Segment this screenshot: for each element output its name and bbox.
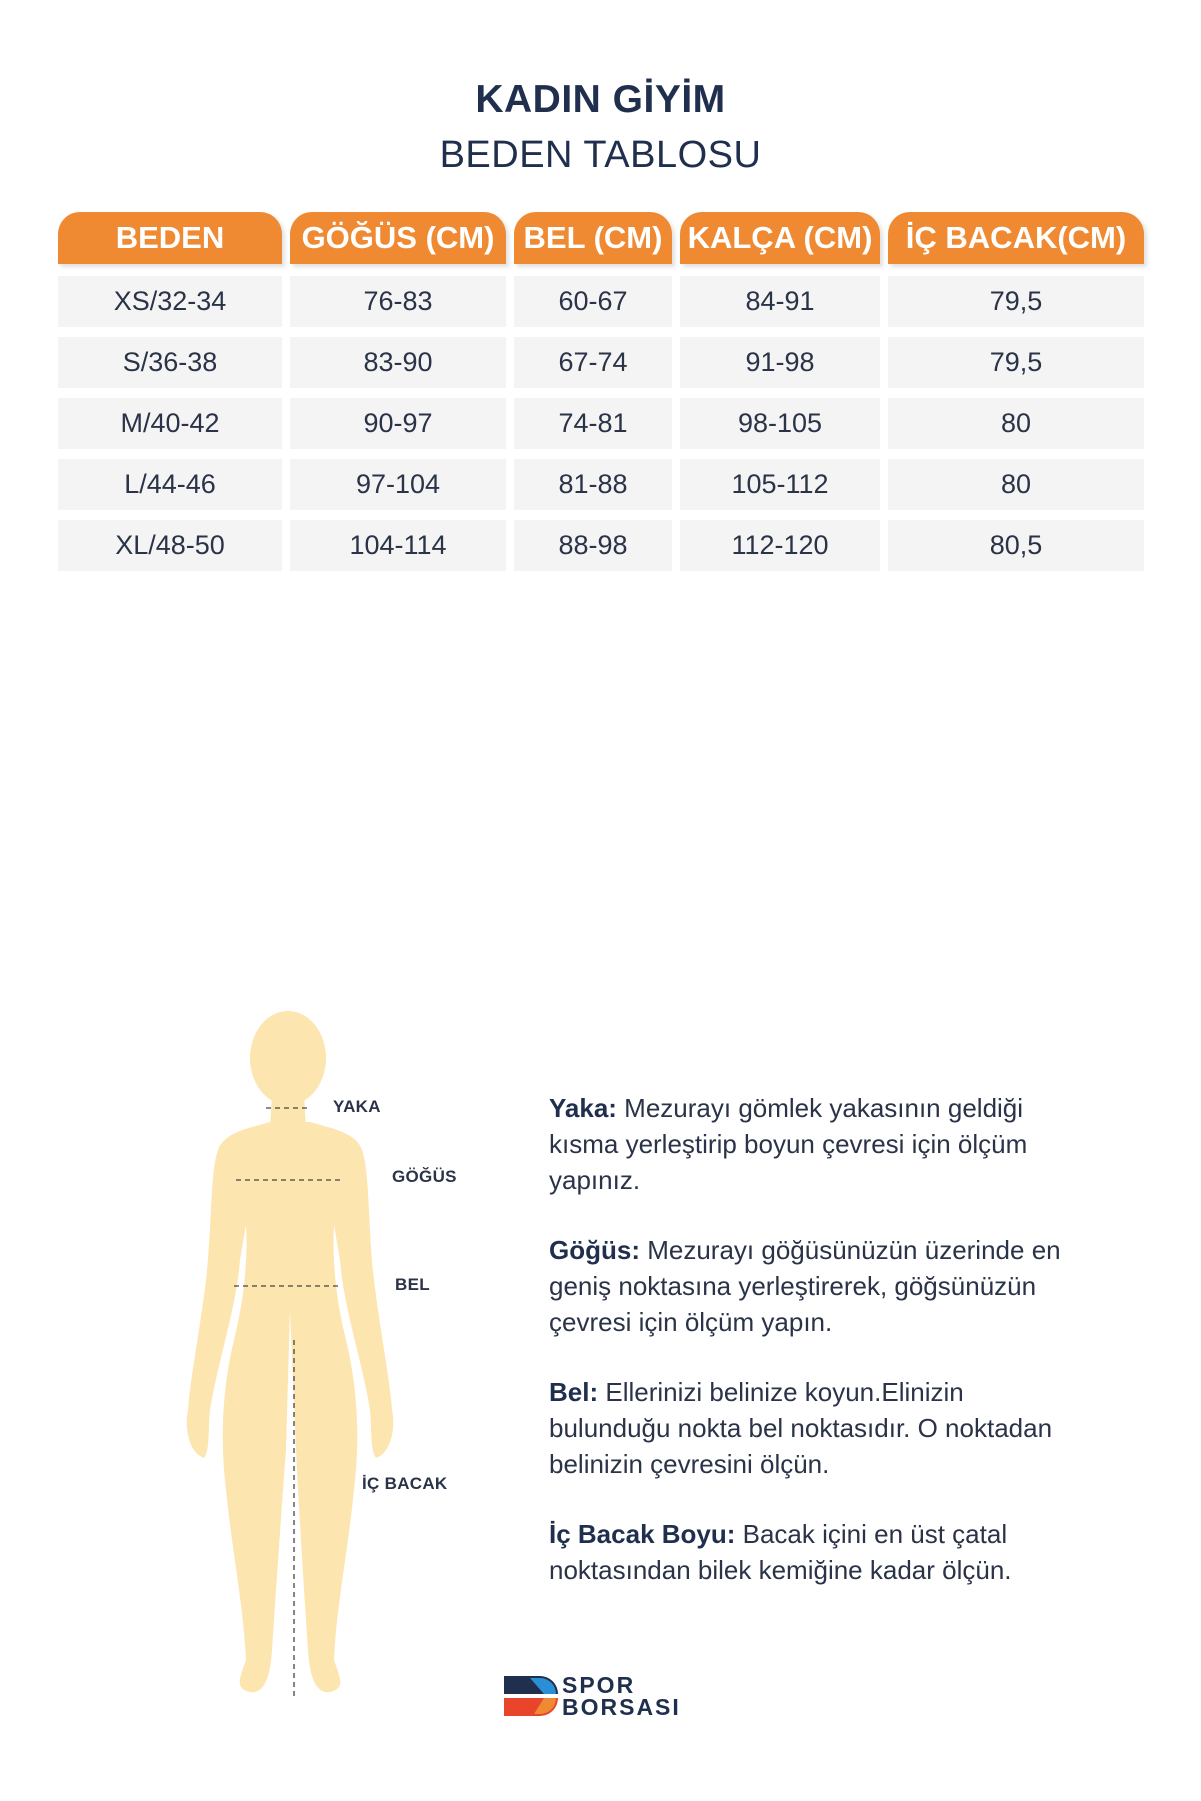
table-cell: 97-104 [290,459,506,510]
table-row [58,337,1144,388]
table-cell: 80 [888,459,1144,510]
logo-text-spor: SPOR [562,1672,636,1698]
column-header-gogus: GÖĞÜS (CM) [290,212,506,264]
logo-mark-icon [500,1676,558,1716]
column-header-ic-bacak: İÇ BACAK(CM) [888,212,1144,264]
column-header-kalca: KALÇA (CM) [680,212,880,264]
table-cell: 80,5 [888,520,1144,571]
table-cell: 79,5 [888,337,1144,388]
table-cell: 76-83 [290,276,506,327]
size-table [58,212,1144,571]
page-title: KADIN GİYİM [475,78,726,121]
label-yaka: YAKA [333,1097,381,1116]
table-cell: 79,5 [888,276,1144,327]
table-row [58,398,1144,449]
table-cell: 91-98 [680,337,880,388]
table-cell: S/36-38 [58,337,282,388]
table-cell: 84-91 [680,276,880,327]
table-cell: 80 [888,398,1144,449]
table-cell: 74-81 [514,398,672,449]
instruction-bel: Bel: Ellerinizi belinize koyun.Elinizin bulunduğu nokta bel noktasıdır. O noktadan belinizin çevresini ölçün. [549,1377,1053,1479]
label-gogus: GÖĞÜS [392,1167,457,1186]
instruction-yaka: Yaka: Mezurayı gömlek yakasının geldiği kısma yerleştirip boyun çevresi için ölçüm yapınız. [549,1093,1028,1195]
page-subtitle: BEDEN TABLOSU [439,134,762,176]
table-row [58,459,1144,510]
body-silhouette-illustration [180,1010,420,1700]
table-row [58,276,1144,327]
brand-logo [500,1672,710,1720]
instruction-gogus: Göğüs: Mezurayı göğüsünüzün üzerinde en geniş noktasına yerleştirerek, göğsünüzün çevresi için ölçüm yapın. [549,1235,1061,1337]
instruction-ic-bacak: İç Bacak Boyu: Bacak içini en üst çatal noktasından bilek kemiğine kadar ölçün. [549,1519,1012,1585]
table-cell: 98-105 [680,398,880,449]
table-cell: 67-74 [514,337,672,388]
column-header-beden: BEDEN [58,212,282,264]
table-header-row [58,212,1144,264]
logo-text-borsasi: BORSASI [562,1694,681,1720]
table-cell: 105-112 [680,459,880,510]
label-bel: BEL [395,1275,430,1294]
table-cell: M/40-42 [58,398,282,449]
table-cell: L/44-46 [58,459,282,510]
table-cell: XS/32-34 [58,276,282,327]
table-cell: 112-120 [680,520,880,571]
table-cell: 60-67 [514,276,672,327]
table-row [58,520,1144,571]
table-cell: 88-98 [514,520,672,571]
table-cell: 90-97 [290,398,506,449]
table-cell: 104-114 [290,520,506,571]
measurement-instructions [549,1090,1089,1622]
table-cell: XL/48-50 [58,520,282,571]
column-header-bel: BEL (CM) [514,212,672,264]
label-ic-bacak: İÇ BACAK [362,1474,448,1493]
table-cell: 83-90 [290,337,506,388]
table-cell: 81-88 [514,459,672,510]
